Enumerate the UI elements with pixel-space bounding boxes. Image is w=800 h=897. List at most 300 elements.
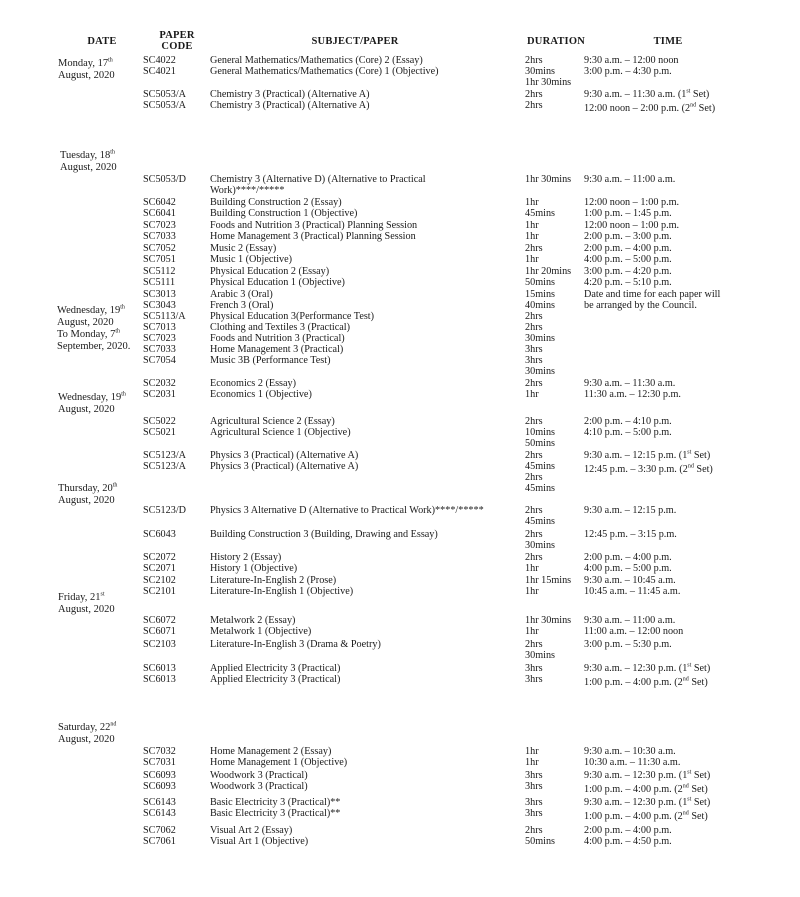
cell-time xyxy=(584,639,672,650)
code-text: SC6071 xyxy=(143,626,176,637)
date-ordinal: th xyxy=(112,482,118,489)
date-ordinal: st xyxy=(100,591,105,598)
cell-subject xyxy=(210,220,417,231)
cell-time xyxy=(584,254,672,265)
duration-text: 1hr xyxy=(525,231,539,242)
cell-code xyxy=(143,615,176,626)
duration-text: 2hrs xyxy=(525,322,543,333)
date-text: August, 2020 xyxy=(58,734,115,745)
code-text: SC4021 xyxy=(143,66,176,77)
cell-time xyxy=(584,615,675,626)
cell-duration xyxy=(525,808,543,819)
cell-subject xyxy=(210,808,340,819)
subject-text: Visual Art 2 (Essay) xyxy=(210,825,293,836)
time-text: 2:00 p.m. – 4:00 p.m. xyxy=(584,243,672,254)
subject-text: Building Construction 3 (Building, Drawing and Essay) xyxy=(210,529,438,540)
duration-text: 50mins xyxy=(525,438,556,449)
cell-duration xyxy=(525,243,543,254)
date-text: September, 2020. xyxy=(57,341,131,352)
subject-text: Home Management 2 (Essay) xyxy=(210,746,332,757)
date-text: Monday, 17 xyxy=(58,58,109,69)
code-text: SC7033 xyxy=(143,344,176,355)
subject-text: Metalwork 2 (Essay) xyxy=(210,615,296,626)
cell-duration xyxy=(525,427,555,438)
duration-text: 3hrs xyxy=(525,344,543,355)
time-text: 9:30 a.m. – 12:15 p.m. (1 xyxy=(584,450,688,461)
code-text: SC6093 xyxy=(143,770,176,781)
cell-duration xyxy=(525,483,555,494)
date-line xyxy=(58,392,126,404)
code-text: SC7062 xyxy=(143,825,176,836)
cell-code xyxy=(143,461,186,472)
subject-text: Home Management 1 (Objective) xyxy=(210,757,348,768)
cell-duration xyxy=(525,438,555,449)
cell-duration xyxy=(525,639,543,650)
duration-text: 30mins xyxy=(525,333,556,344)
time-text: 10:30 a.m. – 11:30 a.m. xyxy=(584,757,681,768)
duration-text: 40mins xyxy=(525,300,556,311)
code-text: SC7033 xyxy=(143,231,176,242)
duration-text: 3hrs xyxy=(525,808,543,819)
subject-text: Chemistry 3 (Practical) (Alternative A) xyxy=(210,89,370,100)
cell-code xyxy=(143,243,176,254)
duration-text: 2hrs xyxy=(525,529,543,540)
subject-text: Basic Electricity 3 (Practical)** xyxy=(210,808,341,819)
code-text: SC6013 xyxy=(143,674,176,685)
cell-code xyxy=(143,416,176,427)
date-line xyxy=(58,495,117,507)
cell-time xyxy=(584,66,672,77)
code-text: SC2103 xyxy=(143,639,176,650)
cell-subject xyxy=(210,344,343,355)
date-line xyxy=(57,305,130,317)
cell-code xyxy=(143,746,176,757)
code-text: SC5022 xyxy=(143,416,176,427)
duration-text: 2hrs xyxy=(525,450,543,461)
cell-subject xyxy=(210,89,370,100)
duration-text: 2hrs xyxy=(525,825,543,836)
cell-duration xyxy=(525,55,543,66)
code-text: SC2071 xyxy=(143,563,176,574)
time-text: be arranged by the Council. xyxy=(584,300,697,311)
subject-text: Economics 1 (Objective) xyxy=(210,389,312,400)
cell-code xyxy=(143,674,176,685)
cell-duration xyxy=(525,836,555,847)
time-text: 4:00 p.m. – 5:00 p.m. xyxy=(584,254,672,265)
cell-time xyxy=(584,626,683,637)
duration-text: 3hrs xyxy=(525,355,543,366)
cell-subject xyxy=(210,254,292,265)
duration-text: 2hrs xyxy=(525,552,543,563)
time-text: 12:00 noon – 1:00 p.m. xyxy=(584,220,680,231)
duration-text: 3hrs xyxy=(525,663,543,674)
date-line xyxy=(58,58,115,70)
cell-time xyxy=(584,770,710,781)
duration-text: 1hr xyxy=(525,746,539,757)
cell-code xyxy=(143,220,176,231)
date-text: August, 2020 xyxy=(58,495,115,506)
set-ordinal: nd xyxy=(687,463,694,470)
cell-code xyxy=(143,277,175,288)
code-text: SC6042 xyxy=(143,197,176,208)
subject-text: Agricultural Science 2 (Essay) xyxy=(210,416,335,427)
cell-duration xyxy=(525,311,543,322)
subject-text: History 1 (Objective) xyxy=(210,563,298,574)
time-text: 3:00 p.m. – 5:30 p.m. xyxy=(584,639,672,650)
date-line xyxy=(58,483,117,495)
code-text: SC5021 xyxy=(143,427,176,438)
cell-time xyxy=(584,378,675,389)
cell-duration xyxy=(525,322,543,333)
cell-subject xyxy=(210,277,345,288)
cell-code xyxy=(143,770,176,781)
date-line xyxy=(57,329,130,341)
cell-time xyxy=(584,243,672,254)
subject-text: Music 3B (Performance Test) xyxy=(210,355,331,366)
date-text: August, 2020 xyxy=(58,70,115,81)
cell-subject xyxy=(210,674,340,685)
cell-time xyxy=(584,552,672,563)
code-text: SC7023 xyxy=(143,220,176,231)
code-text: SC5053/D xyxy=(143,174,187,185)
duration-text: 2hrs xyxy=(525,311,543,322)
cell-code xyxy=(143,89,186,100)
cell-duration xyxy=(525,626,539,637)
code-text: SC2072 xyxy=(143,552,176,563)
cell-duration xyxy=(525,757,539,768)
code-text: SC7054 xyxy=(143,355,176,366)
code-text: SC5113/A xyxy=(143,311,186,322)
cell-subject xyxy=(210,231,416,242)
set-ordinal: nd xyxy=(690,102,697,109)
cell-time xyxy=(584,677,708,688)
cell-code xyxy=(143,563,176,574)
duration-text: 1hr 15mins xyxy=(525,575,572,586)
subject-text: General Mathematics/Mathematics (Core) 2 (Essay) xyxy=(210,55,423,66)
cell-duration xyxy=(525,615,571,626)
cell-time xyxy=(584,89,709,100)
subject-text: Chemistry 3 (Practical) (Alternative A) xyxy=(210,100,370,111)
cell-code xyxy=(143,626,176,637)
subject-text: Building Construction 2 (Essay) xyxy=(210,197,342,208)
set-suffix: Set) xyxy=(691,770,711,781)
cell-subject xyxy=(210,66,439,77)
code-text: SC5112 xyxy=(143,266,176,277)
subject-text: Physics 3 Alternative D (Alternative to Practical Work)****/***** xyxy=(210,505,484,516)
date-ordinal: th xyxy=(108,57,113,64)
date-line xyxy=(58,404,126,416)
subject-text: Foods and Nutrition 3 (Practical) Planning Session xyxy=(210,220,418,231)
cell-code xyxy=(143,836,176,847)
cell-subject xyxy=(210,355,330,366)
cell-duration xyxy=(525,266,571,277)
cell-subject xyxy=(210,552,281,563)
cell-code xyxy=(143,529,176,540)
set-ordinal: st xyxy=(686,88,691,95)
cell-code xyxy=(143,427,176,438)
cell-code xyxy=(143,254,176,265)
subject-text: Basic Electricity 3 (Practical)** xyxy=(210,797,341,808)
cell-code xyxy=(143,575,176,586)
cell-duration xyxy=(525,208,555,219)
header-date: DATE xyxy=(87,36,117,47)
duration-text: 3hrs xyxy=(525,770,543,781)
cell-code xyxy=(143,231,176,242)
code-text: SC7031 xyxy=(143,757,176,768)
cell-subject xyxy=(210,208,357,219)
cell-duration xyxy=(525,516,555,527)
subject-text: Physical Education 3(Performance Test) xyxy=(210,311,375,322)
set-suffix: Set) xyxy=(696,103,716,114)
date-line xyxy=(57,341,130,353)
cell-code xyxy=(143,781,176,792)
cell-subject xyxy=(210,378,296,389)
time-text: 9:30 a.m. – 12:30 p.m. (1 xyxy=(584,770,688,781)
code-text: SC4022 xyxy=(143,55,176,66)
cell-duration xyxy=(525,378,543,389)
cell-code xyxy=(143,208,176,219)
set-suffix: Set) xyxy=(688,811,708,822)
subject-text: Literature-In-English 3 (Drama & Poetry) xyxy=(210,639,381,650)
cell-time xyxy=(584,277,672,288)
code-text: SC7013 xyxy=(143,322,176,333)
time-text: 11:30 a.m. – 12:30 p.m. xyxy=(584,389,681,400)
time-text: 3:00 p.m. – 4:20 p.m. xyxy=(584,266,672,277)
header-paper-code xyxy=(152,30,202,52)
time-text: 2:00 p.m. – 4:10 p.m. xyxy=(584,416,672,427)
code-text: SC5123/A xyxy=(143,461,187,472)
cell-code xyxy=(143,311,186,322)
duration-text: 1hr xyxy=(525,197,539,208)
set-ordinal: nd xyxy=(682,810,689,817)
cell-subject xyxy=(210,322,350,333)
set-ordinal: st xyxy=(687,449,692,456)
cell-time xyxy=(584,289,720,300)
duration-text: 2hrs xyxy=(525,55,543,66)
subject-text: Applied Electricity 3 (Practical) xyxy=(210,663,341,674)
cell-subject xyxy=(210,746,331,757)
cell-time xyxy=(584,529,677,540)
subject-text: Physics 3 (Practical) (Alternative A) xyxy=(210,450,359,461)
date-block xyxy=(58,58,115,82)
duration-text: 1hr xyxy=(525,220,539,231)
duration-text: 1hr xyxy=(525,626,539,637)
date-line xyxy=(58,734,116,746)
duration-text: 1hr xyxy=(525,389,539,400)
cell-time xyxy=(584,103,715,114)
subject-text: Applied Electricity 3 (Practical) xyxy=(210,674,341,685)
code-text: SC6143 xyxy=(143,808,176,819)
time-text: 4:00 p.m. – 5:00 p.m. xyxy=(584,563,672,574)
time-text: 9:30 a.m. – 12:15 p.m. xyxy=(584,505,677,516)
cell-code xyxy=(143,757,176,768)
cell-duration xyxy=(525,650,555,661)
subject-text: Literature-In-English 1 (Objective) xyxy=(210,586,354,597)
subject-text: Music 1 (Objective) xyxy=(210,254,293,265)
code-text: SC7052 xyxy=(143,243,176,254)
cell-duration xyxy=(525,781,543,792)
code-text: SC7032 xyxy=(143,746,176,757)
cell-duration xyxy=(525,529,543,540)
cell-duration xyxy=(525,461,555,472)
cell-time xyxy=(584,586,680,597)
cell-code xyxy=(143,289,176,300)
subject-text: General Mathematics/Mathematics (Core) 1 (Objective) xyxy=(210,66,439,77)
date-block xyxy=(58,392,126,416)
code-text: SC3043 xyxy=(143,300,176,311)
date-ordinal: th xyxy=(121,391,126,398)
cell-subject xyxy=(210,197,342,208)
cell-code xyxy=(143,378,176,389)
cell-duration xyxy=(525,355,543,366)
time-text: 12:00 noon – 2:00 p.m. (2 xyxy=(584,103,691,114)
cell-time xyxy=(584,663,710,674)
cell-duration xyxy=(525,254,539,265)
duration-text: 2hrs xyxy=(525,243,543,254)
time-text: 12:45 p.m. – 3:30 p.m. (2 xyxy=(584,464,688,475)
code-text: SC5123/D xyxy=(143,505,187,516)
duration-text: 45mins xyxy=(525,461,556,472)
code-text: SC6093 xyxy=(143,781,176,792)
subject-text: Building Construction 1 (Objective) xyxy=(210,208,358,219)
subject-text: Work)****/***** xyxy=(210,185,285,196)
code-text: SC7051 xyxy=(143,254,176,265)
duration-text: 2hrs xyxy=(525,89,543,100)
date-ordinal: th xyxy=(120,304,125,311)
duration-text: 2hrs xyxy=(525,378,543,389)
subject-text: Woodwork 3 (Practical) xyxy=(210,770,308,781)
duration-text: 2hrs xyxy=(525,472,543,483)
time-text: 3:00 p.m. – 4:30 p.m. xyxy=(584,66,672,77)
cell-subject xyxy=(210,797,340,808)
cell-subject xyxy=(210,289,273,300)
time-text: 10:45 a.m. – 11:45 a.m. xyxy=(584,586,681,597)
cell-subject xyxy=(210,100,370,111)
duration-text: 50mins xyxy=(525,277,556,288)
cell-code xyxy=(143,266,175,277)
cell-subject xyxy=(210,770,308,781)
cell-time xyxy=(584,174,675,185)
date-ordinal: th xyxy=(115,328,121,335)
date-block xyxy=(58,722,116,746)
cell-duration xyxy=(525,563,539,574)
cell-subject xyxy=(210,781,308,792)
duration-text: 1hr 30mins xyxy=(525,77,572,88)
subject-text: Clothing and Textiles 3 (Practical) xyxy=(210,322,350,333)
cell-subject xyxy=(210,174,426,185)
cell-code xyxy=(143,333,176,344)
cell-time xyxy=(584,197,679,208)
cell-time xyxy=(584,300,697,311)
cell-code xyxy=(143,389,176,400)
set-suffix: Set) xyxy=(691,797,711,808)
set-ordinal: nd xyxy=(682,676,689,683)
code-text: SC2102 xyxy=(143,575,176,586)
cell-duration xyxy=(525,300,555,311)
duration-text: 15mins xyxy=(525,289,556,300)
cell-time xyxy=(584,55,679,66)
cell-subject xyxy=(210,529,438,540)
cell-duration xyxy=(525,540,555,551)
cell-time xyxy=(584,220,679,231)
time-text: 9:30 a.m. – 12:30 p.m. (1 xyxy=(584,663,688,674)
date-text: Saturday, 22 xyxy=(58,722,111,733)
cell-duration xyxy=(525,770,543,781)
cell-duration xyxy=(525,289,555,300)
cell-time xyxy=(584,784,708,795)
cell-time xyxy=(584,746,676,757)
duration-text: 1hr 30mins xyxy=(525,174,572,185)
code-text: SC5053/A xyxy=(143,89,187,100)
cell-duration xyxy=(525,66,555,77)
duration-text: 2hrs xyxy=(525,100,543,111)
date-block xyxy=(58,483,117,507)
subject-text: Physical Education 2 (Essay) xyxy=(210,266,330,277)
duration-text: 10mins xyxy=(525,427,556,438)
date-ordinal: th xyxy=(110,149,115,156)
duration-text: 30mins xyxy=(525,366,556,377)
subject-text: Home Management 3 (Practical) xyxy=(210,344,344,355)
cell-code xyxy=(143,197,176,208)
cell-duration xyxy=(525,505,543,516)
duration-text: 1hr 20mins xyxy=(525,266,572,277)
set-suffix: Set) xyxy=(688,677,708,688)
code-text: SC2031 xyxy=(143,389,176,400)
set-suffix: Set) xyxy=(690,89,710,100)
cell-duration xyxy=(525,333,555,344)
set-suffix: Set) xyxy=(691,663,711,674)
subject-text: Woodwork 3 (Practical) xyxy=(210,781,308,792)
date-line xyxy=(60,162,117,174)
time-text: 9:30 a.m. – 11:30 a.m. xyxy=(584,378,676,389)
cell-subject xyxy=(210,311,374,322)
cell-time xyxy=(584,797,710,808)
subject-text: Visual Art 1 (Objective) xyxy=(210,836,309,847)
subject-text: Music 2 (Essay) xyxy=(210,243,277,254)
cell-code xyxy=(143,639,176,650)
subject-text: Arabic 3 (Oral) xyxy=(210,289,273,300)
cell-duration xyxy=(525,586,539,597)
cell-duration xyxy=(525,472,543,483)
cell-code xyxy=(143,505,186,516)
time-text: 9:30 a.m. – 12:00 noon xyxy=(584,55,679,66)
date-text: To Monday, 7 xyxy=(57,329,116,340)
cell-time xyxy=(584,208,672,219)
time-text: 9:30 a.m. – 12:30 p.m. (1 xyxy=(584,797,688,808)
header-paper-code-text: PAPER CODE xyxy=(159,30,195,52)
date-text: August, 2020 xyxy=(57,317,114,328)
duration-text: 2hrs xyxy=(525,639,543,650)
cell-subject xyxy=(210,333,345,344)
date-line xyxy=(57,317,130,329)
cell-subject xyxy=(210,563,297,574)
cell-subject xyxy=(210,416,335,427)
set-ordinal: nd xyxy=(682,783,689,790)
time-text: 12:45 p.m. – 3:15 p.m. xyxy=(584,529,677,540)
cell-duration xyxy=(525,197,539,208)
cell-duration xyxy=(525,825,543,836)
date-text: August, 2020 xyxy=(60,162,117,173)
cell-time xyxy=(584,836,672,847)
code-text: SC6143 xyxy=(143,797,176,808)
time-text: 9:30 a.m. – 11:00 a.m. xyxy=(584,174,676,185)
subject-text: Agricultural Science 1 (Objective) xyxy=(210,427,351,438)
cell-duration xyxy=(525,450,543,461)
cell-subject xyxy=(210,757,347,768)
code-text: SC7061 xyxy=(143,836,176,847)
cell-code xyxy=(143,355,176,366)
cell-subject xyxy=(210,586,353,597)
